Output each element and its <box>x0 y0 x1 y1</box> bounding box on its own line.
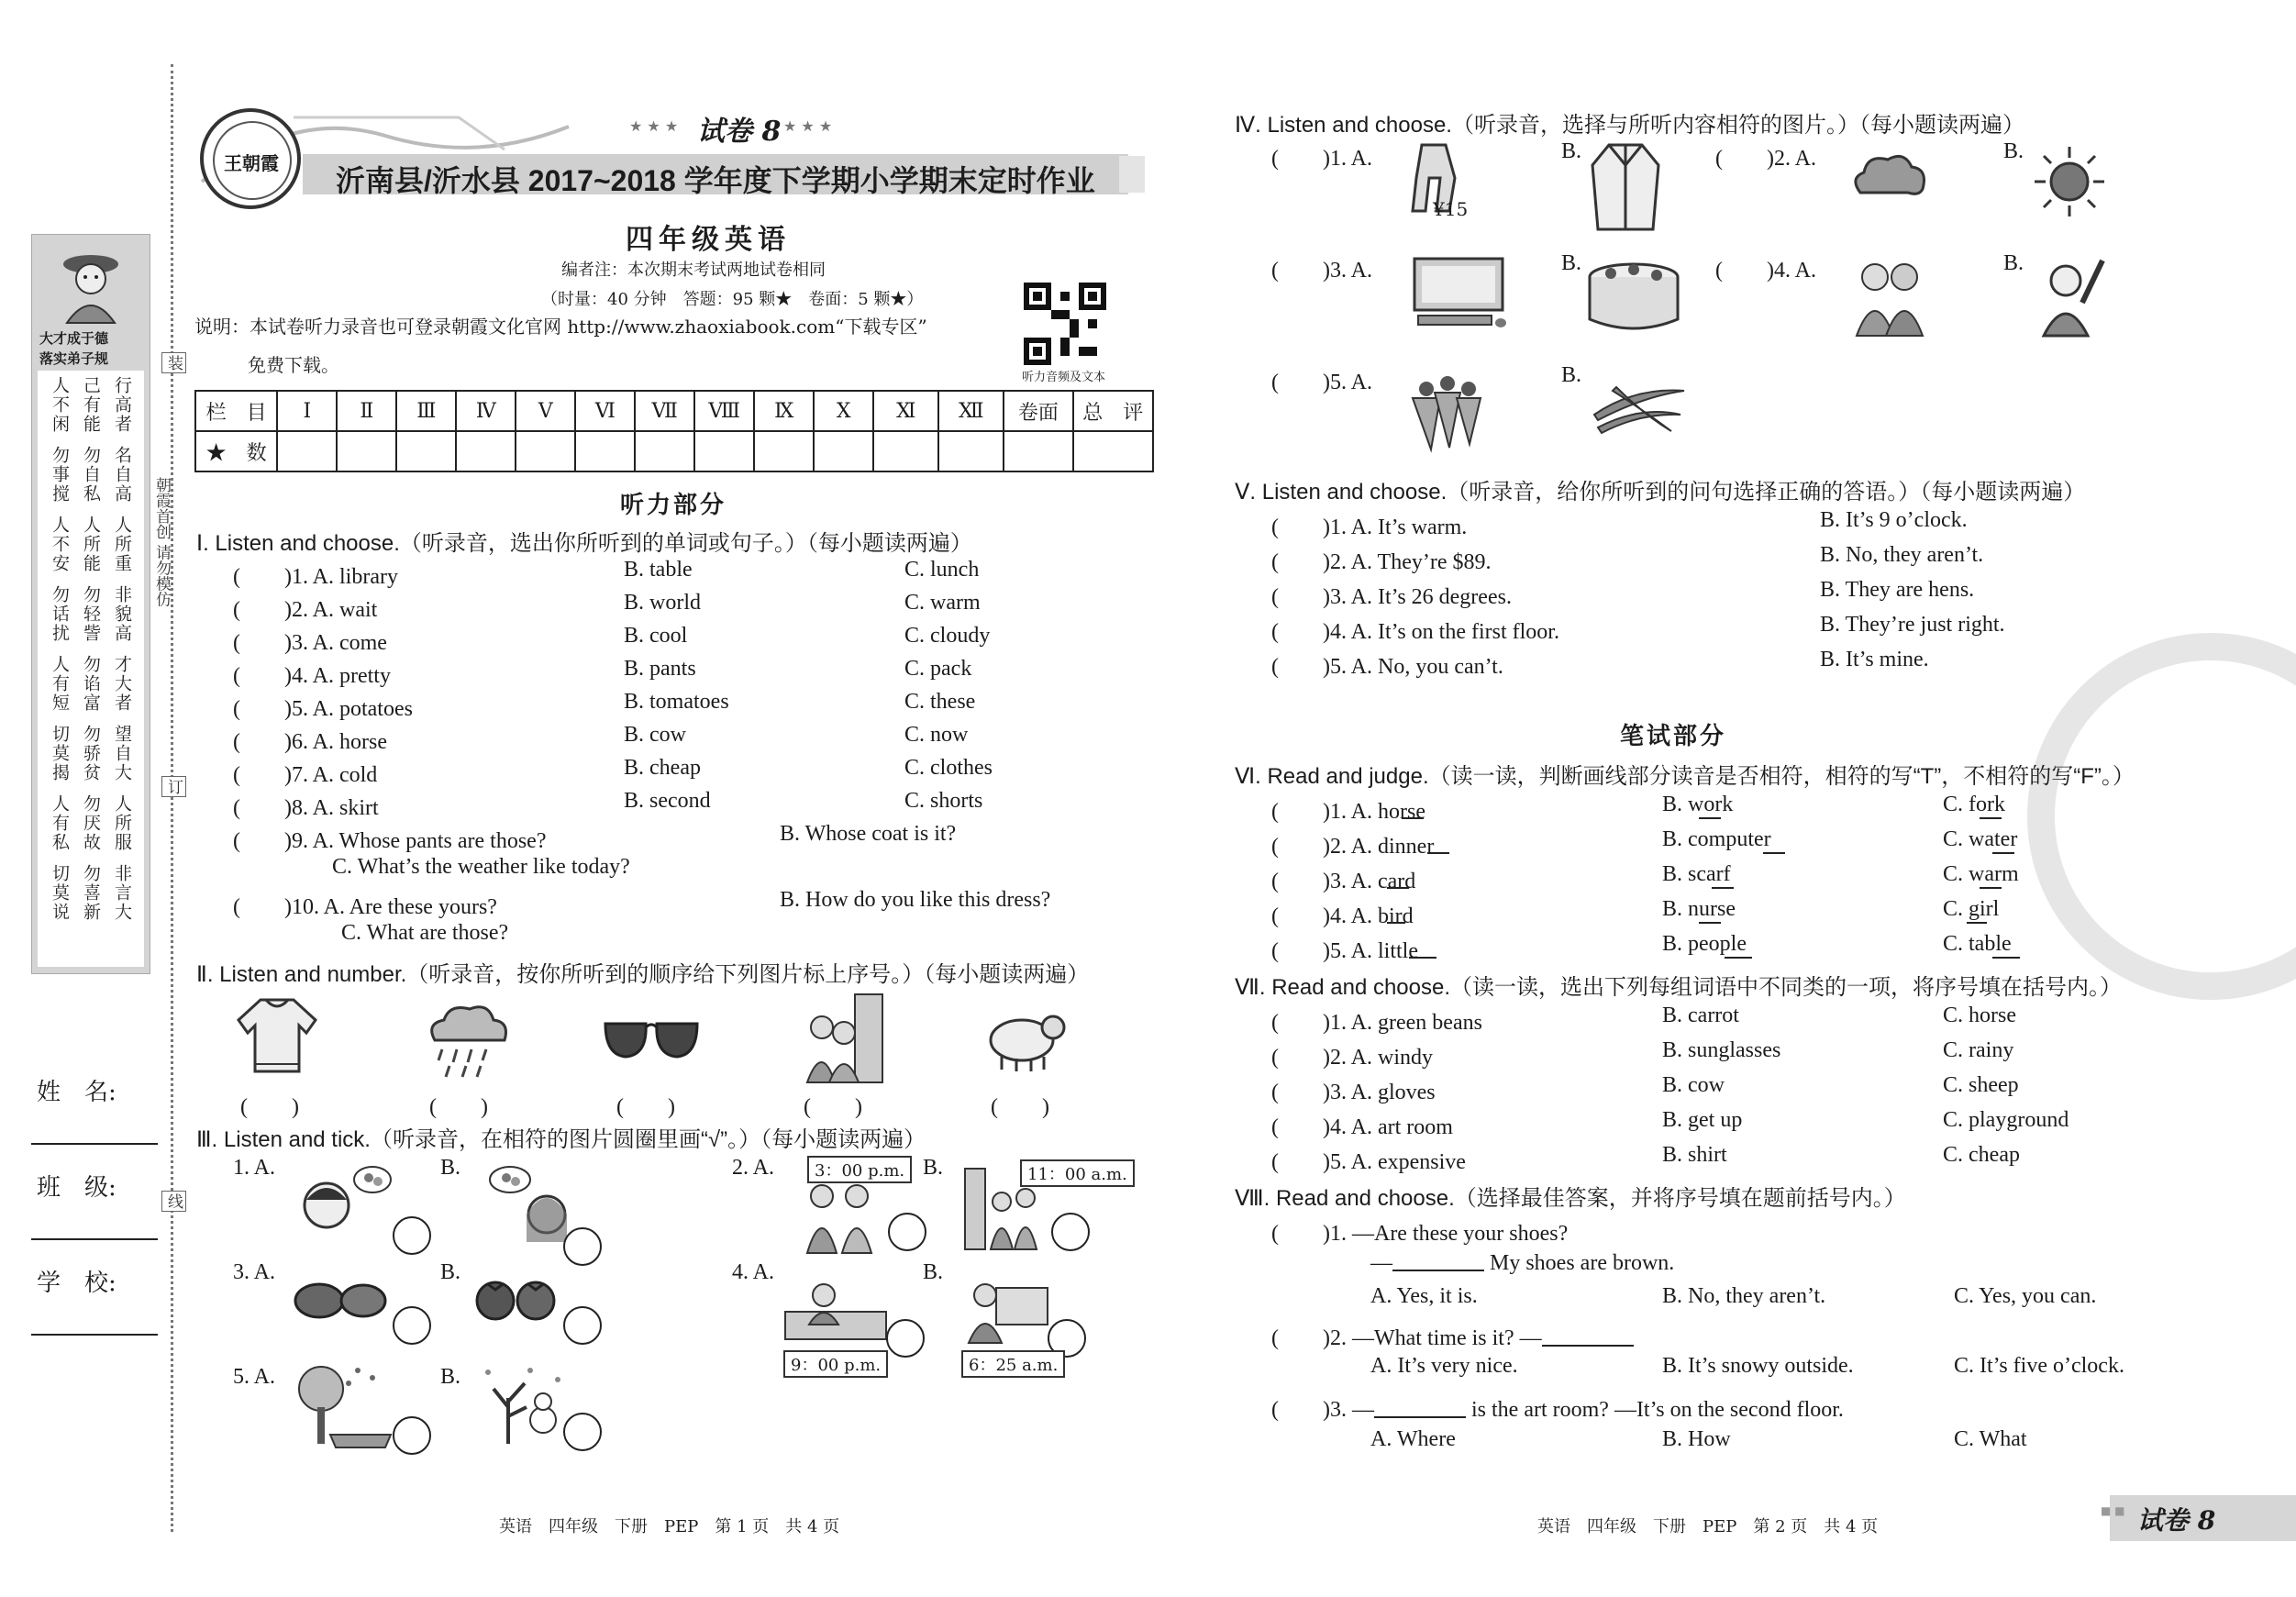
number-blank[interactable]: ( ) <box>804 1095 862 1119</box>
motto-col: 切莫说 <box>50 864 70 922</box>
option-c: C. warm <box>904 591 981 615</box>
time-label: 9：00 p.m. <box>783 1350 888 1378</box>
question-item[interactable] <box>1271 827 1434 859</box>
boy-thinking-icon <box>294 1163 394 1246</box>
q1-label[interactable]: ( )1. A. <box>1271 147 1372 171</box>
motto-col: 人所能 <box>81 516 101 573</box>
option-b: B. cow <box>624 723 686 747</box>
potatoes-icon <box>292 1279 389 1321</box>
binding-note: 朝霞首创 请勿模仿 <box>152 477 171 607</box>
score-cell[interactable] <box>694 431 754 471</box>
score-header-cell: Ⅴ <box>516 391 575 431</box>
word-c: water <box>1969 827 2018 851</box>
qr-code-icon <box>1024 283 1106 365</box>
class-field[interactable] <box>31 1238 158 1240</box>
underline-mark <box>1992 852 2014 854</box>
motto-col: 望自大 <box>112 725 132 782</box>
underline-mark <box>1980 887 2002 889</box>
number-blank[interactable]: ( ) <box>616 1095 675 1119</box>
snow-tree-icon <box>475 1361 567 1449</box>
kids-icon <box>798 991 886 1086</box>
motto-col: 人所重 <box>112 516 132 573</box>
score-header-cell: Ⅷ <box>694 391 754 431</box>
score-header-cell: Ⅻ <box>938 391 1004 431</box>
motto-col: 勿喜新 <box>81 864 101 922</box>
section6-title: Ⅵ. Read and judge.（读一读，判断画线部分读音是否相符，相符的写“T”，不相符的写“F”。） <box>1235 764 2135 789</box>
motto-col: 行高者 <box>112 376 132 434</box>
computer-icon <box>1409 255 1510 332</box>
question-item[interactable]: ( )3. A. come <box>233 631 387 655</box>
q3-label[interactable]: ( )3. A. <box>1271 259 1372 283</box>
option-b: B. cow <box>1662 1073 1725 1097</box>
option-a: A. Yes, it is. <box>1370 1284 1478 1308</box>
q1a-label: 1. A. <box>233 1156 276 1180</box>
motto-col: 人不安 <box>50 516 70 573</box>
word-b: people <box>1688 932 1747 956</box>
underline-mark <box>1387 887 1409 889</box>
q5b-label: B. <box>1561 363 1582 387</box>
question-item[interactable]: ( )3. A. It’s 26 degrees. <box>1271 585 1512 609</box>
option-b: B. table <box>624 558 693 582</box>
q5a-label: 5. A. <box>233 1365 276 1389</box>
tick-circle[interactable] <box>563 1227 602 1266</box>
question-item[interactable]: ( )1. A. It’s warm. <box>1271 516 1468 539</box>
score-header-cell: Ⅰ <box>277 391 337 431</box>
option-c: C. girl <box>1943 897 2000 921</box>
score-header-cell: 栏 目 <box>195 391 277 431</box>
score-header-cell: Ⅵ <box>575 391 635 431</box>
motto-col: 人所服 <box>112 794 132 852</box>
option-b: B. How <box>1662 1427 1731 1451</box>
option-a: A. It’s very nice. <box>1370 1354 1518 1378</box>
score-table-header-row <box>195 391 1153 431</box>
option-c: C. What <box>1954 1427 2027 1451</box>
green-beans-icon <box>1589 378 1690 437</box>
option-c: C. clothes <box>904 756 993 780</box>
score-cell[interactable] <box>635 431 694 471</box>
underline-mark <box>1980 817 2002 819</box>
question-prefix: ( )2. A. <box>1271 835 1378 859</box>
score-header-cell: 总 评 <box>1073 391 1154 431</box>
logo-text: 王朝霞 <box>224 152 279 174</box>
motto-col: 人不闲 <box>50 376 70 434</box>
option-b: B. get up <box>1662 1108 1743 1132</box>
main-title: 沂南县/沂水县 2017~2018 学年度下学期小学期末定时作业 <box>336 164 1095 197</box>
answer-blank[interactable] <box>1374 1396 1466 1418</box>
score-cell[interactable] <box>1004 431 1072 471</box>
option-b: B. computer <box>1662 827 1771 851</box>
q1b-label: B. <box>440 1156 461 1180</box>
tick-circle[interactable] <box>393 1216 431 1255</box>
option-c: C. rainy <box>1943 1038 2014 1062</box>
question-item[interactable]: ( )2. A. wait <box>233 598 378 622</box>
tab-dots-icon: ■ ■ <box>2101 1504 2125 1517</box>
listening-title: 听力部分 <box>620 492 727 519</box>
q2b-label: B. <box>923 1156 944 1180</box>
option-c: C. Yes, you can. <box>1954 1284 2097 1308</box>
school-field[interactable] <box>31 1334 158 1336</box>
question-item[interactable]: ( )1. —Are these your shoes? <box>1271 1222 1569 1246</box>
tick-circle[interactable] <box>563 1306 602 1345</box>
kids-clock-icon <box>798 1180 882 1255</box>
motto-col: 名自高 <box>112 446 132 504</box>
star-deco-icon: ★ ★ ★ <box>783 117 833 135</box>
underline-mark <box>1967 922 1987 924</box>
motto-line-2: 落实弟子规 <box>39 350 109 367</box>
section5-title: Ⅴ. Listen and choose.（听录音，给你所听到的问句选择正确的答语。）（每小题读两遍） <box>1235 480 2086 505</box>
motto-col: 非貌高 <box>112 585 132 643</box>
section1-title: Ⅰ. Listen and choose.（听录音，选出你所听到的单词或句子。）（每小题读两遍） <box>196 531 972 556</box>
boy-desk-icon <box>959 1279 1051 1347</box>
motto-col: 己有能 <box>81 376 101 434</box>
word-a: bird <box>1378 904 1414 928</box>
answer-blank[interactable] <box>1542 1325 1634 1347</box>
underline-mark <box>1992 957 2020 959</box>
name-field[interactable] <box>31 1143 158 1145</box>
score-table-row <box>195 431 1153 471</box>
word-c: warm <box>1969 862 2019 886</box>
underline-mark <box>1427 852 1449 854</box>
q2b-label: B. <box>2003 139 2024 163</box>
paper-label: 试卷 8 <box>697 116 782 148</box>
motto-panel <box>38 371 144 967</box>
question-text: ( )2. —What time is it? — <box>1271 1326 1542 1350</box>
score-header-cell: Ⅶ <box>635 391 694 431</box>
option-b: B. sunglasses <box>1662 1038 1781 1062</box>
number-blank[interactable]: ( ) <box>429 1095 488 1119</box>
option-b: B. people <box>1662 932 1747 956</box>
motto-col: 非言大 <box>112 864 132 922</box>
q4-label[interactable]: ( )4. A. <box>1715 259 1816 283</box>
score-header-cell: Ⅳ <box>456 391 516 431</box>
question-prefix: ( )5. A. <box>1271 939 1378 963</box>
girls-icon <box>1844 250 1936 338</box>
cloud-icon <box>1847 147 1930 202</box>
underline-mark <box>1409 957 1436 959</box>
class-label: 班 级: <box>37 1174 116 1202</box>
question-item[interactable]: ( )4. A. art room <box>1271 1115 1453 1139</box>
time-label: 6：25 a.m. <box>961 1350 1065 1378</box>
score-cell[interactable] <box>814 431 873 471</box>
q3a-label: 3. A. <box>233 1260 276 1284</box>
score-cell[interactable] <box>456 431 516 471</box>
motto-col: 勿事搅 <box>50 446 70 504</box>
footer-paper-label: 试卷 8 <box>2137 1505 2216 1536</box>
motto-col: 勿厌故 <box>81 794 101 852</box>
word-c: table <box>1969 932 2012 956</box>
question-item[interactable]: ( )8. A. skirt <box>233 796 379 820</box>
section4-title: Ⅳ. Listen and choose.（听录音，选择与所听内容相符的图片。）（每小题读两遍） <box>1235 113 2024 138</box>
question-item[interactable] <box>1271 932 1418 964</box>
q1b-label: B. <box>1561 139 1582 163</box>
q5-label[interactable]: ( )5. A. <box>1271 371 1372 394</box>
sheep-icon <box>980 1000 1068 1073</box>
question-item[interactable]: ( )5. A. potatoes <box>233 697 413 721</box>
question-item[interactable]: ( )4. A. pretty <box>233 664 391 688</box>
tick-circle[interactable] <box>393 1306 431 1345</box>
footer-left: 英语 四年级 下册 PEP 第 1 页 共 4 页 <box>499 1517 840 1536</box>
word-c: fork <box>1969 793 2005 816</box>
option-b: B. They are hens. <box>1820 578 1975 602</box>
binding-label: 线 <box>161 1191 186 1212</box>
score-header-cell: Ⅱ <box>337 391 396 431</box>
question-item[interactable]: ( )3. A. gloves <box>1271 1081 1436 1104</box>
score-row-label: ★ 数 <box>195 431 277 471</box>
sidebar <box>31 234 150 974</box>
score-cell[interactable] <box>337 431 396 471</box>
binding-line <box>171 64 173 1532</box>
question-text: is the art room? —It’s on the second floor. <box>1465 1398 1844 1422</box>
option-b: B. It’s snowy outside. <box>1662 1354 1854 1378</box>
tick-circle[interactable] <box>1051 1213 1090 1251</box>
question-prefix: ( )1. A. <box>1271 800 1378 824</box>
boy-waving-icon <box>2035 251 2112 338</box>
q4a-label: 4. A. <box>732 1260 775 1284</box>
dialogue-line <box>1370 1249 1674 1276</box>
option-c: C. horse <box>1943 1004 2016 1027</box>
score-cell[interactable] <box>516 431 575 471</box>
subject-title: 四年级英语 <box>626 224 791 256</box>
option-a: A. Where <box>1370 1427 1456 1451</box>
option-b: B. second <box>624 789 711 813</box>
motto-col: 勿谄富 <box>81 655 101 713</box>
option-b: B. It’s mine. <box>1820 648 1929 671</box>
tick-circle[interactable] <box>886 1319 925 1358</box>
word-b: work <box>1688 793 1734 816</box>
motto-line-1: 大才成于德 <box>39 330 109 347</box>
score-header-cell: Ⅲ <box>396 391 456 431</box>
time-info: （时量：40 分钟 答题：95 颗★ 卷面：5 颗★） <box>541 290 924 309</box>
q2-label[interactable]: ( )2. A. <box>1715 147 1816 171</box>
dialogue-text: My shoes are brown. <box>1484 1251 1675 1275</box>
underline-mark <box>1699 817 1721 819</box>
motto-col: 勿轻訾 <box>81 585 101 643</box>
score-header-cell: 卷面 <box>1004 391 1072 431</box>
question-prefix: ( )4. A. <box>1271 904 1378 928</box>
writing-title: 笔试部分 <box>1620 723 1727 750</box>
watermark-seal <box>2027 633 2296 1000</box>
score-cell[interactable] <box>938 431 1004 471</box>
question-item[interactable]: ( )5. A. No, you can’t. <box>1271 655 1503 679</box>
option-b: B. cool <box>624 624 688 648</box>
option-c: C. table <box>1943 932 2012 956</box>
tick-circle[interactable] <box>888 1213 926 1251</box>
word-a: horse <box>1378 800 1425 824</box>
option-c: C. these <box>904 690 976 714</box>
q3b-label: B. <box>440 1260 461 1284</box>
answer-blank[interactable] <box>1392 1249 1484 1271</box>
score-header-cell: Ⅸ <box>754 391 814 431</box>
question-item[interactable]: ( )2. A. windy <box>1271 1046 1433 1070</box>
question-item[interactable]: ( )6. A. horse <box>233 730 387 754</box>
option-c: C. lunch <box>904 558 980 582</box>
score-cell[interactable] <box>873 431 938 471</box>
note-line-1: 说明：本试卷听力录音也可登录朝霞文化官网 http://www.zhaoxiabook.com“下载专区” <box>194 316 927 338</box>
score-cell[interactable] <box>396 431 456 471</box>
question-item[interactable] <box>1271 897 1414 929</box>
option-b: B. cheap <box>624 756 701 780</box>
q5b-label: B. <box>440 1365 461 1389</box>
question-item[interactable] <box>1271 1391 1844 1423</box>
motto-col: 人有短 <box>50 655 70 713</box>
motto-col: 勿骄贫 <box>81 725 101 782</box>
number-blank[interactable]: ( ) <box>240 1095 299 1119</box>
qr-caption: 听力音频及文本 <box>1022 371 1106 384</box>
option-c: C. warm <box>1943 862 2019 886</box>
motto-col: 勿自私 <box>81 446 101 504</box>
motto-col: 人有私 <box>50 794 70 852</box>
footer-right: 英语 四年级 下册 PEP 第 2 页 共 4 页 <box>1537 1517 1879 1536</box>
q4b-label: B. <box>923 1260 944 1284</box>
q4b-label: B. <box>2003 251 2024 275</box>
option-b: B. They’re just right. <box>1820 613 2005 637</box>
option-c: C. What are those? <box>341 921 509 945</box>
tomatoes-icon <box>471 1275 560 1321</box>
tick-circle[interactable] <box>393 1416 431 1455</box>
option-b: B. nurse <box>1662 897 1736 921</box>
logo <box>200 108 301 209</box>
word-c: girl <box>1969 897 2000 921</box>
option-c: C. fork <box>1943 793 2005 816</box>
motto-col: 勿话扰 <box>50 585 70 643</box>
star-deco-icon: ★ ★ ★ <box>629 117 679 135</box>
option-b: B. Whose coat is it? <box>780 822 957 846</box>
underline-mark <box>1699 922 1721 924</box>
time-label: 3：00 p.m. <box>807 1156 912 1183</box>
option-b: B. How do you like this dress? <box>780 888 1051 912</box>
cake-icon <box>1583 250 1684 338</box>
word-b: computer <box>1688 827 1771 851</box>
underline-mark <box>1763 852 1785 854</box>
q3b-label: B. <box>1561 251 1582 275</box>
score-header-cell: Ⅺ <box>873 391 938 431</box>
option-b: B. world <box>624 591 701 615</box>
option-b: B. shirt <box>1662 1143 1727 1167</box>
time-label: 11：00 a.m. <box>1020 1159 1135 1187</box>
section2-title: Ⅱ. Listen and number.（听录音，按你所听到的顺序给下列图片标上序号。）（每小题读两遍） <box>196 962 1090 987</box>
question-item[interactable] <box>1271 793 1425 825</box>
option-c: C. It’s five o’clock. <box>1954 1354 2124 1378</box>
autumn-tree-icon <box>294 1361 394 1449</box>
option-c: C. sheep <box>1943 1073 2019 1097</box>
underline-mark <box>1725 957 1752 959</box>
score-cell[interactable] <box>277 431 337 471</box>
option-b: B. work <box>1662 793 1734 816</box>
scholar-figure-icon <box>49 242 133 325</box>
coat-icon <box>1589 141 1662 233</box>
option-c: C. pack <box>904 657 972 681</box>
section7-title: Ⅶ. Read and choose.（读一读，选出下列每组词语中不同类的一项，将序号填在括号内。） <box>1235 975 2123 1000</box>
question-item[interactable]: ( )5. A. expensive <box>1271 1150 1466 1174</box>
word-a: card <box>1378 870 1416 893</box>
motto-col: 切莫揭 <box>50 725 70 782</box>
score-cell[interactable] <box>1073 431 1154 471</box>
question-item[interactable]: ( )4. A. It’s on the first floor. <box>1271 620 1559 644</box>
section3-title: Ⅲ. Listen and tick.（听录音，在相符的图片圆圈里画“√”。）（每小题读两遍） <box>196 1127 926 1152</box>
sunglasses-icon <box>600 1015 703 1066</box>
question-item[interactable]: ( )2. A. They’re $89. <box>1271 550 1492 574</box>
score-header-cell: Ⅹ <box>814 391 873 431</box>
editor-note: 编者注：本次期末考试两地试卷相同 <box>561 261 826 280</box>
option-c: C. What’s the weather like today? <box>332 855 630 879</box>
option-c: C. cloudy <box>904 624 991 648</box>
option-c: C. playground <box>1943 1108 2069 1132</box>
binding-label: 装 <box>161 352 186 373</box>
word-b: nurse <box>1688 897 1736 921</box>
option-c: C. now <box>904 723 969 747</box>
word-a: little <box>1378 939 1418 963</box>
question-item[interactable] <box>1271 1319 1634 1351</box>
motto-col: 才大者 <box>112 655 132 713</box>
dash: — <box>1370 1251 1392 1275</box>
score-cell[interactable] <box>754 431 814 471</box>
question-item[interactable]: ( )1. A. library <box>233 565 398 589</box>
underline-mark <box>1402 817 1424 819</box>
underline-mark <box>1712 887 1734 889</box>
underline-mark <box>1387 922 1405 924</box>
option-c: C. water <box>1943 827 2018 851</box>
option-b: B. tomatoes <box>624 690 729 714</box>
question-item[interactable]: ( )10. A. Are these yours? <box>233 895 497 919</box>
section8-title: Ⅷ. Read and choose.（选择最佳答案，并将序号填在题前括号内。） <box>1235 1186 1906 1211</box>
question-item[interactable]: ( )9. A. Whose pants are those? <box>233 829 547 853</box>
question-item[interactable]: ( )1. A. green beans <box>1271 1011 1482 1035</box>
kids-door-icon <box>959 1165 1042 1253</box>
note-line-2: 免费下载。 <box>248 354 339 376</box>
score-table <box>194 390 1154 472</box>
number-blank[interactable]: ( ) <box>991 1095 1049 1119</box>
name-label: 姓 名: <box>37 1079 116 1106</box>
q2a-label: 2. A. <box>732 1156 775 1180</box>
word-a: dinner <box>1378 835 1435 859</box>
school-label: 学 校: <box>37 1270 116 1297</box>
score-cell[interactable] <box>575 431 635 471</box>
option-b: B. No, they aren’t. <box>1820 543 1984 567</box>
boy-bed-icon <box>782 1279 890 1347</box>
girl-thinking-icon <box>477 1163 578 1251</box>
option-c: C. shorts <box>904 789 983 813</box>
option-b: B. carrot <box>1662 1004 1739 1027</box>
option-b: B. scarf <box>1662 862 1731 886</box>
option-c: C. cheap <box>1943 1143 2020 1167</box>
option-b: B. pants <box>624 657 696 681</box>
word-b: scarf <box>1688 862 1731 886</box>
question-item[interactable]: ( )7. A. cold <box>233 763 378 787</box>
option-b: B. No, they aren’t. <box>1662 1284 1826 1308</box>
carrots-icon <box>1403 371 1486 453</box>
price-label: ¥15 <box>1433 198 1469 220</box>
rain-cloud-icon <box>416 998 517 1081</box>
tick-circle[interactable] <box>563 1413 602 1451</box>
option-b: B. It’s 9 o’clock. <box>1820 508 1968 532</box>
question-item[interactable] <box>1271 862 1415 894</box>
binding-label: 订 <box>161 776 186 797</box>
question-prefix: ( )3. A. <box>1271 870 1378 893</box>
question-text: ( )3. — <box>1271 1398 1374 1422</box>
sun-icon <box>2033 145 2106 218</box>
sweater-icon <box>233 993 321 1075</box>
